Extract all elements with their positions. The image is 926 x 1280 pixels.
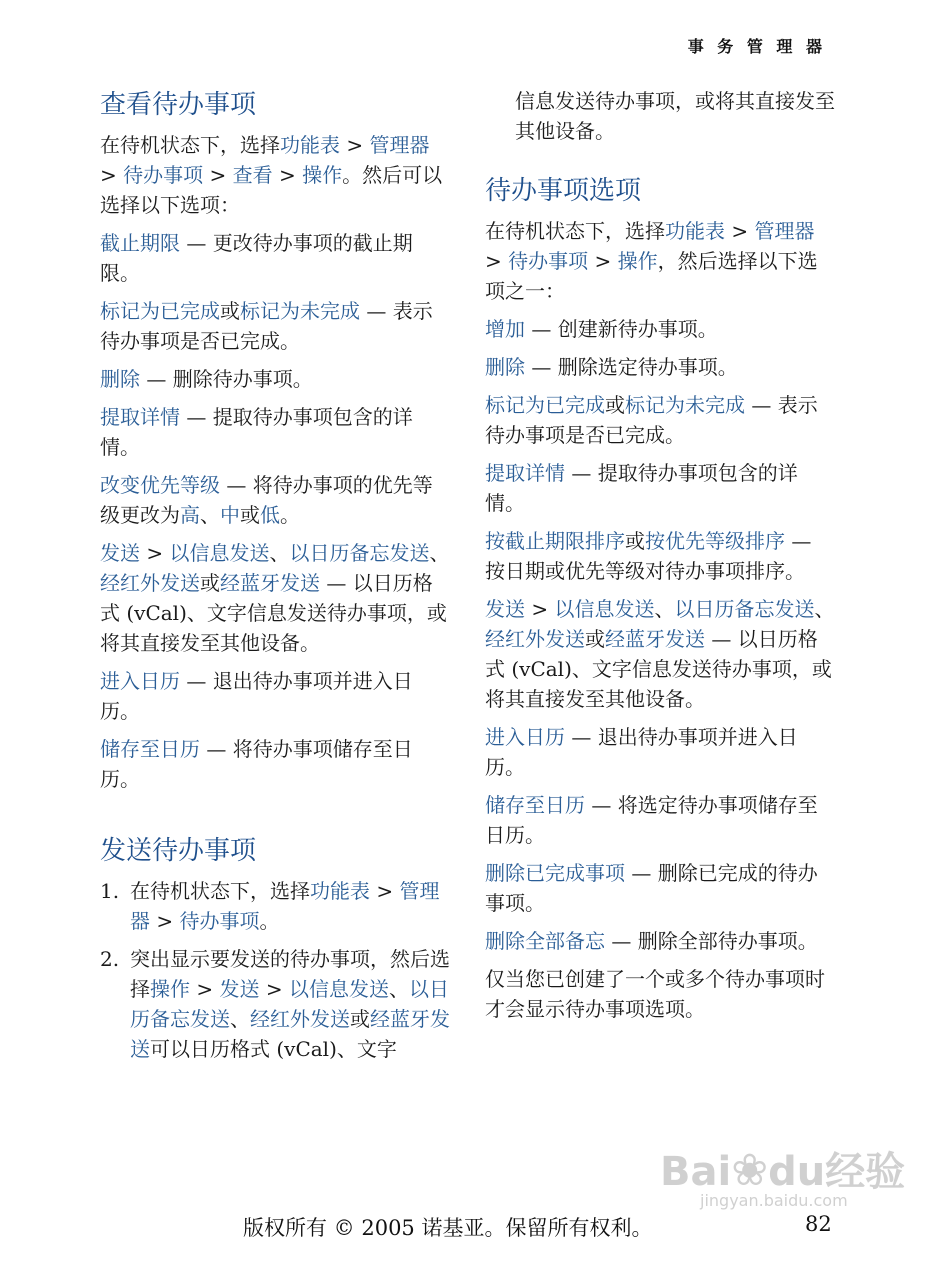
menu-path-link: 增加 bbox=[485, 317, 525, 341]
section-intro bbox=[485, 216, 835, 306]
text-run: > bbox=[150, 909, 180, 933]
menu-path-link: 待办事项 bbox=[508, 249, 589, 273]
menu-path-link: 以日历备忘发送 bbox=[130, 977, 449, 1031]
menu-path-link: 删除 bbox=[485, 355, 525, 379]
option-item bbox=[485, 352, 835, 382]
watermark-cn: 经验 bbox=[825, 1149, 906, 1195]
step-continuation: 信息发送待办事项，或将其直接发至其他设备。 bbox=[515, 89, 835, 143]
options-note: 仅当您已创建了一个或多个待办事项时才会显示待办事项选项。 bbox=[485, 967, 825, 1021]
option-item bbox=[485, 858, 835, 918]
text-run: — 删除全部待办事项。 bbox=[605, 929, 818, 953]
text-run: 、 bbox=[269, 541, 290, 565]
menu-path-link: 进入日历 bbox=[485, 725, 565, 749]
step-item bbox=[100, 944, 450, 1064]
text-run: > bbox=[190, 977, 220, 1001]
menu-path-link: 功能表 bbox=[665, 219, 725, 243]
text-run: 、 bbox=[200, 503, 220, 527]
menu-path-link: 提取详情 bbox=[485, 461, 565, 485]
text-run: > bbox=[588, 249, 618, 273]
running-header: 事 务 管 理 器 bbox=[687, 37, 826, 56]
text-run: 或 bbox=[350, 1007, 370, 1031]
menu-path-link: 经红外发送 bbox=[100, 571, 200, 595]
text-run: 、 bbox=[230, 1007, 250, 1031]
option-item bbox=[100, 296, 450, 356]
menu-path-link: 删除 bbox=[100, 367, 140, 391]
section-title-send-todo: 发送待办事项 bbox=[100, 836, 257, 866]
menu-path-link: 按优先等级排序 bbox=[645, 529, 785, 553]
right-column bbox=[485, 86, 835, 1032]
text-run: 。 bbox=[259, 909, 280, 933]
menu-path-link: 操作 bbox=[302, 163, 343, 187]
text-run: 可以日历格式 (vCal)、文字 bbox=[150, 1037, 397, 1061]
text-run: — 将选定待办事项储存至日历。 bbox=[485, 793, 818, 847]
watermark-url: jingyan.baidu.com bbox=[700, 1191, 848, 1210]
menu-path-link: 经红外发送 bbox=[485, 627, 585, 651]
menu-path-link: 中 bbox=[220, 503, 240, 527]
option-item bbox=[485, 526, 835, 586]
menu-path-link: 待办事项 bbox=[179, 909, 260, 933]
option-item bbox=[100, 470, 450, 530]
text-run: 、 bbox=[429, 541, 450, 565]
text-run: — 表示待办事项是否已完成。 bbox=[100, 299, 433, 353]
option-item bbox=[485, 926, 835, 956]
text-run: 或 bbox=[625, 529, 645, 553]
menu-path-link: 以日历备忘发送 bbox=[674, 597, 815, 621]
option-item bbox=[100, 734, 450, 794]
menu-path-link: 删除已完成事项 bbox=[485, 861, 625, 885]
menu-path-link: 功能表 bbox=[310, 879, 370, 903]
option-item bbox=[485, 390, 835, 450]
option-item bbox=[100, 666, 450, 726]
text-run: 、 bbox=[388, 977, 409, 1001]
menu-path-link: 发送 bbox=[100, 541, 140, 565]
menu-path-link: 发送 bbox=[485, 597, 525, 621]
text-run: 。然后可以选择以下选项： bbox=[100, 163, 443, 217]
text-run: 或 bbox=[200, 571, 220, 595]
text-run: — 将待办事项储存至日历。 bbox=[100, 737, 413, 791]
section-title-view-todo: 查看待办事项 bbox=[100, 90, 257, 120]
text-run: 或 bbox=[220, 299, 240, 323]
menu-path-link: 删除全部备忘 bbox=[485, 929, 605, 953]
text-run: — 将待办事项的优先等级更改为 bbox=[100, 473, 433, 527]
menu-path-link: 管理器 bbox=[754, 219, 815, 243]
menu-path-link: 以信息发送 bbox=[169, 541, 270, 565]
option-item bbox=[100, 402, 450, 462]
text-run: — 更改待办事项的截止期限。 bbox=[100, 231, 413, 285]
text-run: 在待机状态下，选择 bbox=[130, 879, 310, 903]
watermark-logo-text: Bai bbox=[660, 1149, 732, 1195]
menu-path-link: 低 bbox=[260, 503, 280, 527]
step-number: 1. bbox=[100, 879, 120, 903]
text-run: > bbox=[100, 163, 124, 187]
option-item bbox=[485, 314, 835, 344]
option-item bbox=[485, 790, 835, 850]
menu-path-link: 储存至日历 bbox=[485, 793, 585, 817]
text-run: — 表示待办事项是否已完成。 bbox=[485, 393, 818, 447]
copyright-text: 版权所有 © 2005 诺基亚。保留所有权利。 bbox=[243, 1216, 653, 1240]
menu-path-link: 进入日历 bbox=[100, 669, 180, 693]
text-run: — 以日历格式 (vCal)、文字信息发送待办事项，或将其直接发至其他设备。 bbox=[100, 571, 447, 655]
step-item bbox=[100, 876, 450, 936]
menu-path-link: 查看 bbox=[232, 163, 273, 187]
option-item bbox=[485, 594, 835, 714]
text-run: > bbox=[725, 219, 755, 243]
text-run: > bbox=[370, 879, 400, 903]
menu-path-link: 管理器 bbox=[369, 133, 430, 157]
text-run: — 退出待办事项并进入日历。 bbox=[100, 669, 413, 723]
text-run: — 退出待办事项并进入日历。 bbox=[485, 725, 798, 779]
paw-icon: ❀ bbox=[731, 1145, 769, 1196]
menu-path-link: 高 bbox=[180, 503, 200, 527]
text-run: — 创建新待办事项。 bbox=[525, 317, 718, 341]
page-number: 82 bbox=[805, 1212, 832, 1236]
left-column bbox=[100, 86, 450, 1072]
text-run: > bbox=[140, 541, 170, 565]
text-run: > bbox=[203, 163, 233, 187]
menu-path-link: 按截止期限排序 bbox=[485, 529, 625, 553]
text-run: > bbox=[340, 133, 370, 157]
text-run: 在待机状态下，选择 bbox=[100, 133, 280, 157]
menu-path-link: 操作 bbox=[617, 249, 658, 273]
menu-path-link: 改变优先等级 bbox=[100, 473, 220, 497]
menu-path-link: 储存至日历 bbox=[100, 737, 200, 761]
option-list bbox=[485, 314, 835, 956]
section-title-todo-options: 待办事项选项 bbox=[485, 176, 642, 206]
menu-path-link: 以信息发送 bbox=[288, 977, 389, 1001]
text-run: > bbox=[272, 163, 303, 187]
section-intro bbox=[100, 130, 450, 220]
menu-path-link: 标记为已完成 bbox=[100, 299, 220, 323]
text-run: — 按日期或优先等级对待办事项排序。 bbox=[485, 529, 812, 583]
menu-path-link: 发送 bbox=[219, 977, 260, 1001]
text-run: — 提取待办事项包含的详情。 bbox=[485, 461, 798, 515]
option-item bbox=[100, 228, 450, 288]
menu-path-link: 标记为已完成 bbox=[485, 393, 605, 417]
text-run: 或 bbox=[605, 393, 625, 417]
option-item bbox=[485, 722, 835, 782]
text-run: ，然后选择以下选项之一： bbox=[485, 249, 818, 303]
watermark-du: du bbox=[768, 1149, 826, 1195]
menu-path-link: 以信息发送 bbox=[554, 597, 655, 621]
menu-path-link: 截止期限 bbox=[100, 231, 180, 255]
text-run: 或 bbox=[240, 503, 260, 527]
option-item bbox=[485, 458, 835, 518]
option-item bbox=[100, 538, 450, 658]
menu-path-link: 以日历备忘发送 bbox=[289, 541, 430, 565]
menu-path-link: 经蓝牙发送 bbox=[220, 571, 320, 595]
menu-path-link: 标记为未完成 bbox=[625, 393, 745, 417]
menu-path-link: 提取详情 bbox=[100, 405, 180, 429]
menu-path-link: 经蓝牙发送 bbox=[130, 1007, 450, 1061]
menu-path-link: 标记为未完成 bbox=[240, 299, 360, 323]
menu-path-link: 经蓝牙发送 bbox=[605, 627, 705, 651]
text-run: — 删除待办事项。 bbox=[140, 367, 313, 391]
menu-path-link: 操作 bbox=[150, 977, 190, 1001]
text-run: — 删除已完成的待办事项。 bbox=[485, 861, 818, 915]
menu-path-link: 功能表 bbox=[280, 133, 340, 157]
text-run: > bbox=[485, 249, 509, 273]
baidu-watermark bbox=[660, 1140, 905, 1210]
text-run: — 删除选定待办事项。 bbox=[525, 355, 738, 379]
text-run: 、 bbox=[654, 597, 675, 621]
step-list bbox=[100, 876, 450, 1064]
option-list bbox=[100, 228, 450, 794]
text-run: 、 bbox=[814, 597, 835, 621]
option-item bbox=[100, 364, 450, 394]
menu-path-link: 待办事项 bbox=[123, 163, 204, 187]
text-run: 突出显示要发送的待办事项，然后选择 bbox=[130, 947, 450, 1001]
menu-path-link: 经红外发送 bbox=[250, 1007, 350, 1031]
text-run: > bbox=[525, 597, 555, 621]
text-run: 或 bbox=[585, 627, 605, 651]
text-run: 在待机状态下，选择 bbox=[485, 219, 665, 243]
text-run: 。 bbox=[280, 503, 300, 527]
step-number: 2. bbox=[100, 947, 120, 971]
text-run: — 提取待办事项包含的详情。 bbox=[100, 405, 413, 459]
menu-path-link: 管理器 bbox=[130, 879, 440, 933]
text-run: — 以日历格式 (vCal)、文字信息发送待办事项，或将其直接发至其他设备。 bbox=[485, 627, 832, 711]
text-run: > bbox=[259, 977, 289, 1001]
